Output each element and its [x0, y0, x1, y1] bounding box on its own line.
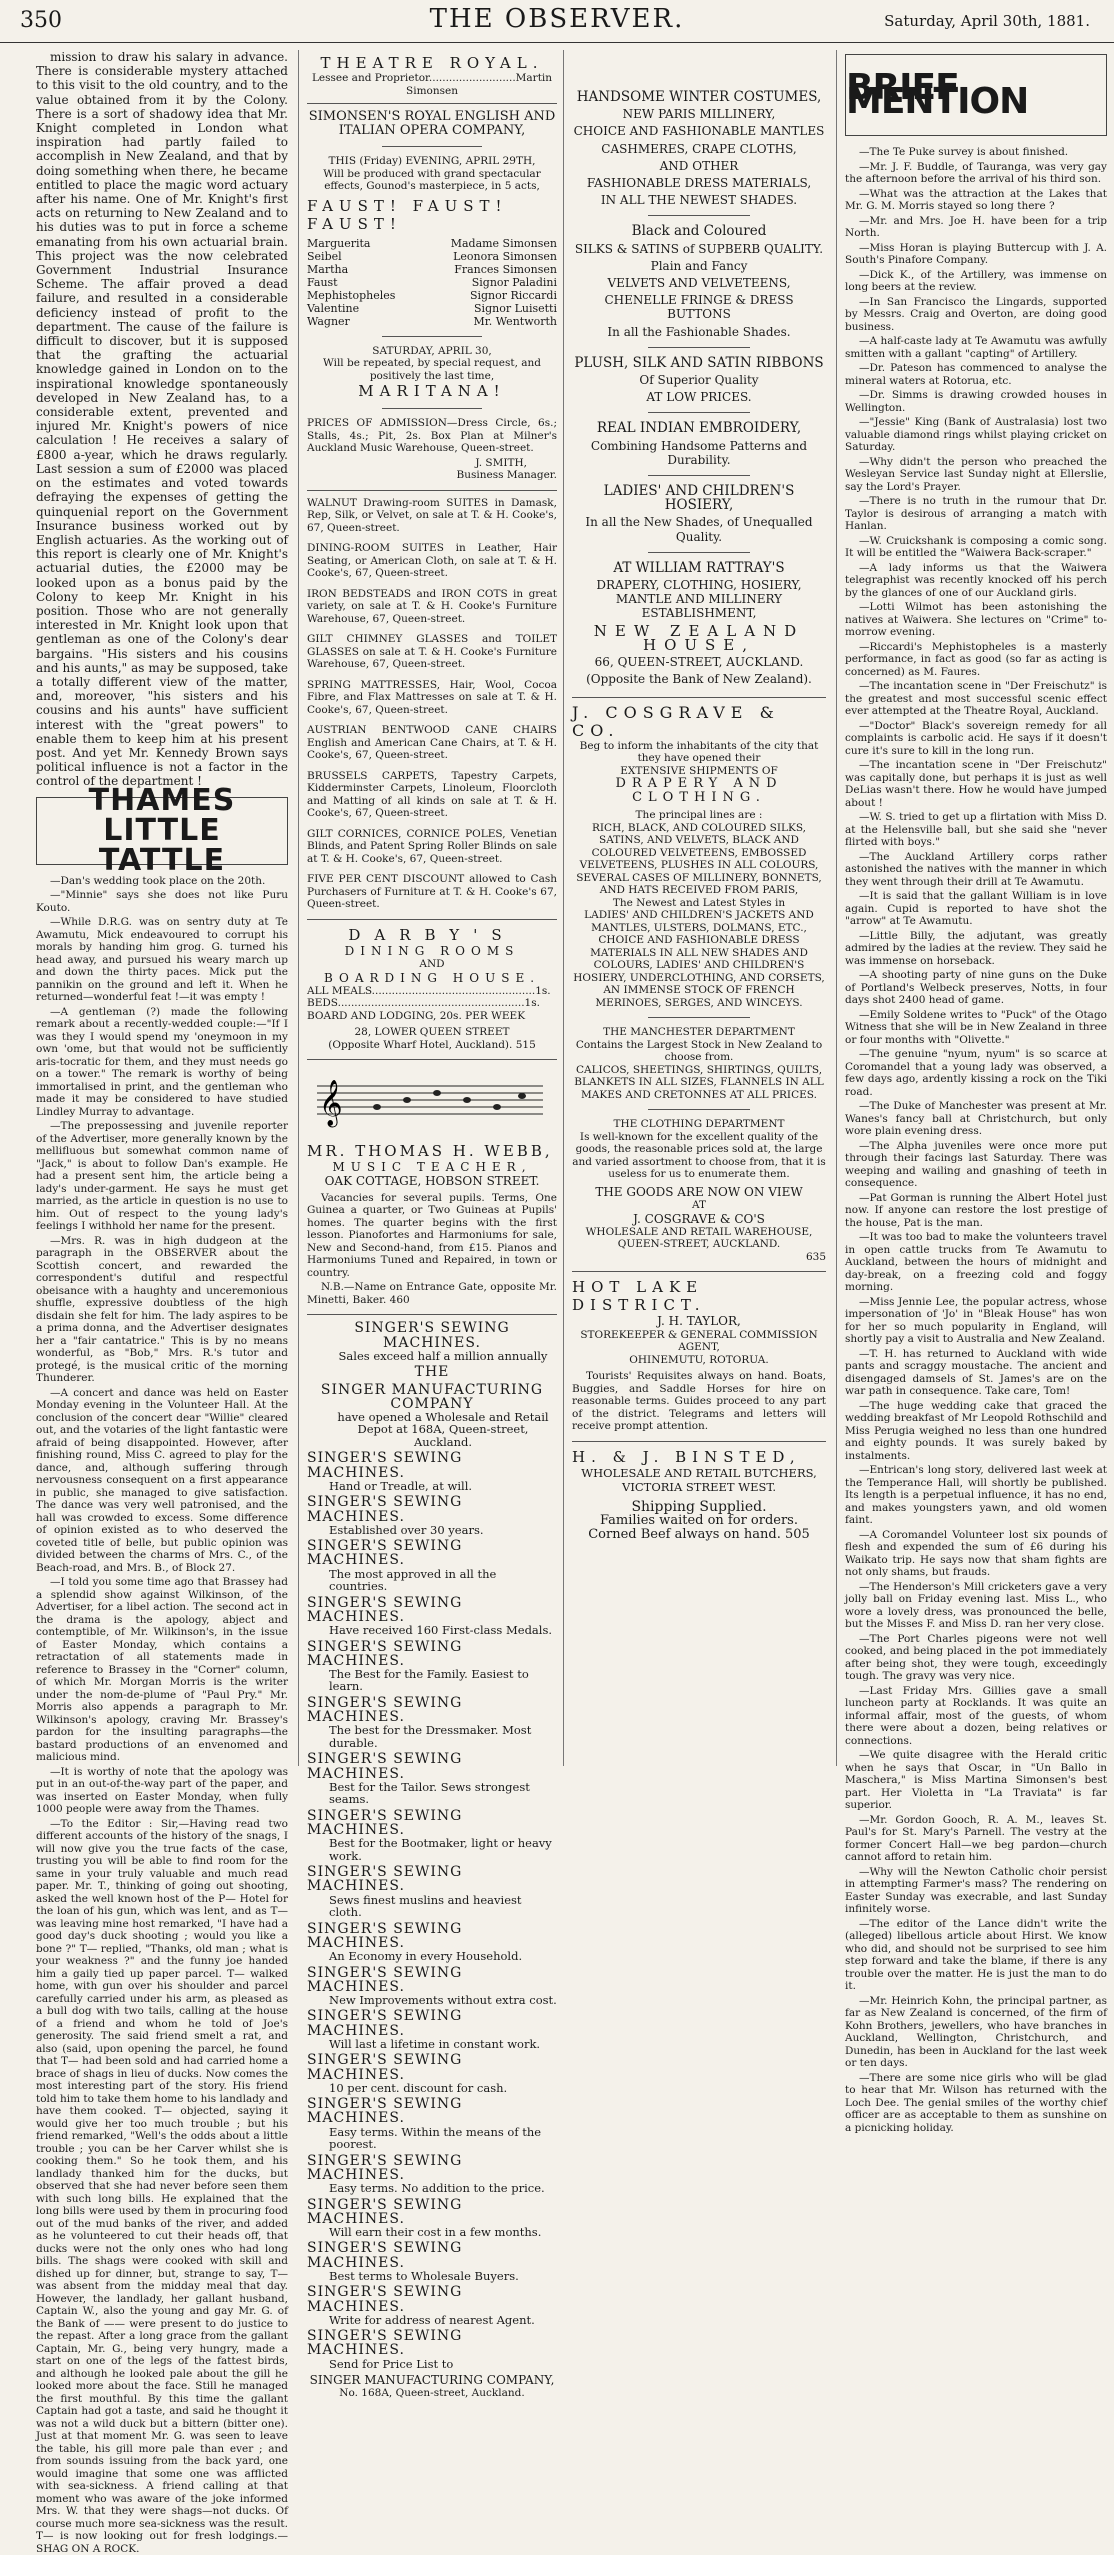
brief-item: —Pat Gorman is running the Albert Hotel just now. If anyone can restore the lost prestige of the house, Pat is the man. — [845, 1191, 1107, 1229]
cosgrave-newest: The Newest and Latest Styles in — [612, 896, 786, 909]
brief-item: —We quite disagree with the Herald critic when he says that Oscar, in "Un Ballo in Maschera," is Miss Martina Simonsen's best part. Her Violetta in "La Traviata" is far superior. — [845, 1749, 1107, 1811]
goods-at: AT — [691, 1199, 706, 1212]
webb-name: MR. THOMAS H. WEBB, — [307, 1141, 553, 1160]
cooke-ad: WALNUT Drawing-room SUITES in Damask, Rep, Silk, or Velvet, on sale at T. & H. Cooke's, 67, Queen-street. — [307, 496, 557, 534]
webb-role: MUSIC TEACHER, — [332, 1159, 532, 1174]
brief-item: —Dr. Pateson has commenced to analyse the mineral waters at Rotorua, etc. — [845, 362, 1107, 387]
silks-line: Black and Coloured — [631, 223, 767, 240]
singer-sub: New Improvements without extra cost. — [329, 1992, 557, 2007]
singer-block — [307, 1596, 557, 1637]
darby-line1: DINING ROOMS — [344, 943, 520, 958]
this-evening: THIS (Friday) EVENING, APRIL 29TH, — [328, 155, 536, 168]
tattle-item: —A gentleman (?) made the following remark about a recently-wedded couple:—"If I was they I would spend my 'oneymoon in my own 'ome, but that would not be sufficiently aris-tocratic for them, and they must needs go on a tower." The remark is worthy of being immortalised in print, and the gentleman who made it may be considered to have studied Lindley Murray to advantage. — [36, 1005, 288, 1118]
rattray-line: 66, QUEEN-STREET, AUCKLAND. — [594, 655, 804, 670]
brief-item: —It is said that the gallant William is in love again. Cupid is reported to have shot the "arrow" at Te Awamutu. — [845, 890, 1107, 927]
manchester-lines: CALICOS, SHEETINGS, SHIRTINGS, QUILTS, BLANKETS IN ALL SIZES, FLANNELS IN ALL MAKES AND CRETONNES AT ALL PRICES. — [574, 1063, 824, 1101]
brief-item: —A Coromandel Volunteer lost six pounds of flesh and expended the sum of £6 during his Waikato trip. He says now that sham fights are not only shams, but frauds. — [845, 1528, 1107, 1578]
cast-row — [307, 250, 557, 263]
brief-item: —Little Billy, the adjutant, was greatly admired by the ladies at the review. They said he was immense on horseback. — [845, 929, 1107, 967]
manager-name: J. SMITH, — [475, 456, 527, 469]
article-paragraph: mission to draw his salary in advance. There is considerable mystery attached to this visit to the old country, and to the value obtained from it by the Colony. There is a sort of shadowy idea that Mr. Knight completed in London what inspiration had partly failed to accomplish in New Zealand, and that by doing something when there, he became entitled to place the magic word actuary after his name. One of Mr. Knight's first acts on returning to New Zealand and to his duties was to put in force a scheme emanating from his own actuarial brain. This project was the now celebrated Government Industrial Insurance Scheme. The affair proved a dead failure, and resulted in a considerable deficiency instead of profit to the department. The cause of the failure is difficult to discover, but it is supposed that the grafting the actuarial knowledge gained in London on to the inspirational knowledge spontaneously developed in New Zealand has, to a considerable extent, prevented and injured Mr. Knight's powers of nice calculation ! He receives a salary of £800 a-year, which he draws regularly. Last session a sum of £2000 was placed on the estimates and voted towards defraying the expenses of getting the quinquenial report on the Government Insurance business worked out by English actuaries. As the working out of this report is clearly one of Mr. Knight's actuarial duties, the £2000 may be looked upon as a bonus paid by the Colony to keep Mr. Knight in his position. Those who are not generally interested in Mr. Knight look upon that gentleman as one of the Colony's dear bargains. "His sisters and his cousins and his aunts," as may be supposed, take a totally different view of the matter, and, moreover, "his sisters and his cousins and his aunts" have sufficient interest with the "great powers" to enable them to keep him at his present post. And yet Mr. Kennedy Brown says political influence is not a factor in the control of the department ! — [36, 50, 288, 789]
singer-heading: SINGER'S SEWING MACHINES. — [307, 1638, 463, 1669]
cast-role: Marguerita — [307, 236, 371, 250]
tattle-items — [36, 875, 288, 2555]
brief-item: —Emily Soldene writes to "Puck" of the Otago Witness that she will be in New Zealand in three or four months with "Olivette." — [845, 1008, 1107, 1046]
cast-row — [307, 289, 557, 302]
column-3 — [563, 50, 826, 1766]
opera-company: SIMONSEN'S ROYAL ENGLISH AND ITALIAN OPERA COMPANY, — [308, 109, 556, 139]
singer-block — [307, 2154, 557, 2195]
singer-sub: Sales exceed half a million annually — [338, 1348, 548, 1363]
brief-item: —Entrican's long story, delivered last week at the Temperance Hall, will shortly be published. Its length is a perpetual influence, it has no end, and makes youngsters yawn, and old women faint. — [845, 1464, 1107, 1526]
singer-block — [307, 2329, 557, 2370]
brief-item: —The huge wedding cake that graced the wedding breakfast of Mr Leopold Rothschild and Miss Perugia weighed no less than one hundred and eighty pounds. It was surely baked by instalments. — [845, 1399, 1107, 1462]
darby-and: AND — [419, 958, 445, 971]
singer-sub: Will last a lifetime in constant work. — [329, 2036, 541, 2051]
singer-block — [307, 2097, 557, 2150]
brief-item: —Mr. Heinrich Kohn, the principal partner, as far as New Zealand is concerned, of the firm of Kohn Brothers, jewellers, who have branches in Auckland, Wellington, Christchurch, and Dunedin, has been in Auckland for the last week or ten days. — [845, 1994, 1107, 2069]
singer-sewing-machines-ad — [307, 1321, 557, 2399]
brief-item: —The Te Puke survey is about finished. — [859, 146, 1069, 158]
singer-sub: Will earn their cost in a few months. — [329, 2224, 542, 2239]
binsted-address: VICTORIA STREET WEST. — [622, 1479, 776, 1494]
brief-item: —The Auckland Artillery corps rather astonished the natives with the manner in which they went through their drill at Te Awamutu. — [845, 850, 1107, 888]
cosgrave-ad — [572, 704, 826, 1264]
singer-block — [307, 2053, 557, 2094]
binsted-beef: Corned Beef always on hand. 505 — [588, 1527, 810, 1543]
webb-ad — [307, 1142, 557, 1307]
winter-line: FASHIONABLE DRESS MATERIALS, — [586, 176, 812, 191]
singer-heading: SINGER'S SEWING MACHINES. — [307, 2008, 463, 2039]
brief-item: —Riccardi's Mephistopheles is a masterly performance, in fact as good (so far as acting is concerned) as M. Faures. — [845, 640, 1107, 678]
winter-line: IN ALL THE NEWEST SHADES. — [600, 193, 798, 208]
singer-heading: SINGER'S SEWING MACHINES. — [307, 1807, 463, 1838]
brief-item: —The incantation scene in "Der Freischutz" is the greatest and most successful scenic effect ever attempted at the Theatre Royal, Auckland. — [845, 680, 1107, 717]
brief-item: —Why didn't the person who preached the Wesleyan Service last Sunday night at Ellerslie, say the Lord's Prayer. — [845, 455, 1107, 493]
silks-line: In all the Fashionable Shades. — [607, 324, 791, 339]
singer-sub: 10 per cent. discount for cash. — [329, 2080, 508, 2095]
singer-sub: Easy terms. No addition to the price. — [329, 2181, 545, 2196]
manager-title: Business Manager. — [456, 469, 557, 482]
cooke-ad: IRON BEDSTEADS and IRON COTS in great variety, on sale at T. & H. Cooke's Furniture Warehouse, 67, Queen-street. — [307, 587, 557, 625]
singer-block — [307, 1321, 557, 1362]
brief-item: —It was too bad to make the volunteers travel in open cattle trucks from Te Awamutu to Auckland, between the hours of midnight and day-break, on a freezing cold and foggy morning. — [845, 1231, 1107, 1293]
brief-item: —W. S. tried to get up a flirtation with Miss D. at the Helensville ball, but she said she "never flirted with boys." — [845, 811, 1107, 848]
singer-sub: Sews finest muslins and heaviest cloth. — [329, 1892, 522, 1920]
silks-line: SILKS & SATINS of SUPBERB QUALITY. — [574, 241, 824, 256]
darby-board: BOARD AND LODGING, 20s. PER WEEK — [307, 1009, 526, 1022]
brief-item: —Miss Horan is playing Buttercup with J. A. South's Pinafore Company. — [845, 241, 1107, 266]
rattray-line: (Opposite the Bank of New Zealand). — [586, 672, 812, 687]
singer-heading: SINGER'S SEWING MACHINES. — [307, 2284, 463, 2315]
cast-actor: Signor Paladini — [471, 275, 557, 289]
tattle-item: —A concert and dance was held on Easter Monday evening in the Volunteer Hall. At the conclusion of the concert dear "Willie" cleared out, and the votaries of the light fantastic were afraid of being disappointed. However, after finishing round, Miss C. agreed to play for the dance, and, although suffering through nervousness consequent on a first appearance in public, she managed to give satisfaction. The dance was very well patronised, and the hall was crowded to excess. Some difference of opinion existed as to who deserved the coveted title of belle, but public opinion was divided between the charms of Mrs. C., of the Beach-road, and Mrs. B., of Block 27. — [36, 1386, 288, 1574]
binsted-shipping: Shipping Supplied. — [631, 1498, 767, 1515]
brief-item: —There are some nice girls who will be glad to hear that Mr. Wilson has returned with the Loch Dee. The genial smiles of the worthy chief officer are as acceptable to them as sunshine on a picnicking holiday. — [845, 2071, 1107, 2134]
brief-item: —The editor of the Lance didn't write the (alleged) libellous article about Hirst. We know who did, and should not be surprised to see him step forward and take the blame, if there is any trouble over the matter. He is just the man to do it. — [845, 1917, 1107, 1992]
brief-item: —T. H. has returned to Auckland with wide pants and scraggy moustache. The ancient and disengaged damsels of St. James's are on the war path in consequence. Take care, Tom! — [845, 1347, 1107, 1397]
brief-item: —Dr. Simms is drawing crowded houses in Wellington. — [845, 389, 1107, 414]
singer-block — [307, 1922, 557, 1963]
cast-row — [307, 263, 557, 276]
binsted-ad — [572, 1448, 826, 1543]
brief-item: —A lady informs us that the Waiwera telegraphist was recently knocked off his perch by the glances of one of our Auckland girls. — [845, 561, 1107, 599]
cast-row — [307, 237, 557, 250]
singer-heading: THE — [414, 1364, 450, 1381]
singer-block — [307, 1451, 557, 1492]
brief-item: —"Doctor" Black's sovereign remedy for all complaints is carbolic acid. He says if it doesn't cure it's sure to kill in the long run. — [845, 719, 1107, 757]
tattle-item: —Mrs. R. was in high dudgeon at the paragraph in the OBSERVER about the Scottish concert, and rewarded the correspondent's dutiful and respectful obeisance with a haughty and unceremonious shuffle, expressive doubtless of the high disdain she felt for him. The lady aspires to be a prima donna, and the Advertiser designates her a "fair cantatrice." This is by no means wonderful, as "Bob," Mrs. R.'s tutor and protegé, is the musical critic of the morning Thunderer. — [36, 1234, 288, 1385]
singer-heading: SINGER MANUFACTURING COMPANY — [320, 1381, 544, 1412]
singer-sub: The best for the Dressmaker. Most durable. — [329, 1723, 532, 1750]
page-number: 350 — [20, 8, 62, 33]
tattle-item: —"Minnie" says she does not like Puru Kouto. — [36, 889, 288, 914]
darby-opposite: (Opposite Wharf Hotel, Auckland). 515 — [328, 1038, 536, 1051]
darby-line2: BOARDING HOUSE. — [323, 970, 541, 985]
brief-item: —Dick K., of the Artillery, was immense on long beers at the review. — [845, 268, 1107, 293]
cast-list — [307, 237, 557, 328]
thames-little-tattle-banner — [36, 782, 288, 878]
singer-sub: The most approved in all the countries. — [329, 1566, 497, 1594]
singer-heading: SINGER'S SEWING MACHINES. — [307, 1538, 463, 1569]
winter-line: CHOICE AND FASHIONABLE MANTLES — [573, 124, 825, 139]
banner-title: THAMES LITTLE TATTLE — [88, 782, 236, 878]
binsted-title: H. & J. BINSTED, — [572, 1447, 801, 1466]
winter-line: HANDSOME WINTER COSTUMES, — [576, 89, 822, 105]
singer-heading: SINGER'S SEWING MACHINES. — [307, 1864, 463, 1895]
singer-heading: SINGER'S SEWING MACHINES. — [307, 2096, 463, 2127]
svg-text:𝄞: 𝄞 — [319, 1080, 343, 1127]
singer-heading: SINGER'S SEWING MACHINES. — [307, 1594, 463, 1625]
cast-role: Mephistopheles — [307, 288, 396, 302]
indian-line: Combining Handsome Patterns and Durability. — [590, 438, 808, 467]
brief-item: —What was the attraction at the Lakes that Mr. G. M. Morris stayed so long there ? — [845, 187, 1107, 212]
cooke-ad: BRUSSELS CARPETS, Tapestry Carpets, Kidderminster Carpets, Linoleum, Floorcloth and Matting of all kinds on sale at T. & H. Cooke's, 67, Queen-street. — [307, 769, 557, 820]
cast-actor: Signor Luisetti — [474, 301, 557, 315]
brief-item: —In San Francisco the Lingards, supported by Messrs. Craig and Overton, are doing good business. — [845, 295, 1107, 333]
issue-date: Saturday, April 30th, 1881. — [884, 12, 1090, 30]
singer-block — [307, 1809, 557, 1862]
singer-block — [307, 2241, 557, 2282]
singer-sub: Send for Price List to — [329, 2356, 454, 2371]
singer-block — [307, 2009, 557, 2050]
plush-line: AT LOW PRICES. — [646, 390, 752, 405]
binsted-families: Families waited on for orders. — [600, 1513, 798, 1529]
singer-block — [307, 2198, 557, 2239]
manchester-heading: THE MANCHESTER DEPARTMENT — [603, 1026, 795, 1039]
singer-heading: SINGER'S SEWING MACHINES. — [307, 1694, 463, 1726]
cosgrave-ship: EXTENSIVE SHIPMENTS OF — [620, 764, 778, 777]
cast-actor: Signor Riccardi — [469, 288, 557, 302]
singer-block — [307, 2285, 557, 2326]
webb-address: OAK COTTAGE, HOBSON STREET. — [324, 1173, 540, 1188]
tattle-item: —I told you some time ago that Brassey had a splendid show against Wilkinson, of the Advertiser, for a libel action. The second act in the drama is the apology, abject and contemptible, of Mr. Wilkinson's, in the issue of Easter Monday, which contains a retractation of all statements made in reference to Brassey in the "Corner" column, of which Mr. Morgan Morris is the writer under the nom-de-plume of "Paul Pry." Mr. Morris also appends a paragraph to Mr. Wilkinson's apology, craving Mr. Brassey's pardon for the insulting paragraphs—the bastard productions of an envenomed and malicious mind. — [36, 1576, 288, 1764]
rattray-line: DRAPERY, CLOTHING, HOSIERY, MANTLE AND MILLINERY ESTABLISHMENT, — [596, 578, 802, 621]
cosgrave-address: QUEEN-STREET, AUCKLAND. — [617, 1238, 781, 1251]
singer-sub: have opened a Wholesale and Retail Depot at 168A, Queen-street, Auckland. — [337, 1409, 549, 1449]
masthead — [0, 0, 1114, 43]
clothing-heading: THE CLOTHING DEPARTMENT — [613, 1118, 785, 1131]
darbys-ad — [307, 926, 557, 1051]
saturday-line: SATURDAY, APRIL 30, — [372, 344, 492, 357]
singer-block — [307, 1696, 557, 1749]
cast-row — [307, 302, 557, 315]
hotlake-place: OHINEMUTU, ROTORUA. — [629, 1353, 769, 1366]
cosgrave-intro: Beg to inform the inhabitants of the city that they have opened their — [579, 739, 819, 764]
singer-heading: SINGER'S SEWING MACHINES. — [307, 2196, 463, 2227]
singer-heading: SINGER'S SEWING MACHINES. — [307, 1920, 463, 1951]
winter-line: CASHMERES, CRAPE CLOTHS, — [601, 141, 797, 156]
goods-on-view: THE GOODS ARE NOW ON VIEW — [595, 1184, 803, 1199]
cooke-ad: GILT CHIMNEY GLASSES and TOILET GLASSES on sale at T. & H. Cooke's Furniture Warehouse, 67, Queen-street. — [307, 633, 557, 671]
singer-heading: SINGER'S SEWING MACHINES. — [307, 2240, 463, 2271]
darby-address: 28, LOWER QUEEN STREET — [354, 1026, 510, 1039]
singer-heading: SINGER'S SEWING MACHINES. — [307, 1494, 463, 1525]
hotlake-trade: STOREKEEPER & GENERAL COMMISSION AGENT, — [580, 1328, 818, 1354]
tattle-item: —It is worthy of note that the apology was put in an out-of-the-way part of the paper, and was inserted on Easter Monday, when fully 1000 people were away from the Thames. — [36, 1765, 288, 1816]
hosiery-line: In all the New Shades, of Unequalled Quality. — [585, 515, 813, 544]
binsted-trade: WHOLESALE AND RETAIL BUTCHERS, — [581, 1465, 817, 1480]
cosgrave-warehouse: WHOLESALE AND RETAIL WAREHOUSE, — [585, 1225, 813, 1238]
singer-block — [307, 1865, 557, 1918]
singer-sub: The Best for the Family. Easiest to learn. — [329, 1666, 529, 1694]
cast-actor: Frances Simonsen — [454, 262, 557, 276]
hotlake-name: J. H. TAYLOR, — [657, 1314, 741, 1329]
hotlake-title: HOT LAKE DISTRICT. — [572, 1278, 706, 1315]
newspaper-title: THE OBSERVER. — [429, 4, 685, 34]
theatre-royal-ad — [307, 54, 557, 482]
tattle-item: —The prepossessing and juvenile reporter of the Advertiser, more generally known by the mellifluous but somewhat common name of "Jack," is about to follow Dan's example. He had a present sent him, the article being a lady's under-garment. He says he must get married, as the article in question is no use to him. Out of respect to the young lady's feelings I withhold her name for the present. — [36, 1120, 288, 1233]
silks-line: CHENELLE FRINGE & DRESS BUTTONS — [604, 293, 794, 322]
cosgrave-lines2: LADIES' AND CHILDREN'S JACKETS AND MANTLES, ULSTERS, DOLMANS, ETC., CHOICE AND FASHIONABLE DRESS MATERIALS IN ALL NEW SHADES AND COLOURS, LADIES' AND CHILDREN'S HOSIERY, UNDERCLOTHING, AND CORSETS, AN IMMENSE STOCK OF FRENCH MERINOES, SERGES, AND WINCEYS. — [573, 909, 825, 1009]
cast-role: Wagner — [307, 314, 350, 328]
cooke-ad: DINING-ROOM SUITES in Leather, Hair Seating, or American Cloth, on sale at T. & H. Cooke's, 67, Queen-street. — [307, 542, 557, 580]
singer-heading: SINGER'S SEWING MACHINES. — [307, 2152, 463, 2183]
theatre-lessee: Lessee and Proprietor..........................Martin Simonsen — [311, 72, 553, 97]
tattle-item: —Dan's wedding took place on the 20th. — [50, 874, 266, 887]
webb-nb: N.B.—Name on Entrance Gate, opposite Mr. Minetti, Baker. 460 — [307, 1281, 557, 1306]
singer-heading: SINGER'S SEWING MACHINES. — [307, 1964, 463, 1995]
singer-sub: Have received 160 First-class Medals. — [329, 1623, 553, 1638]
cast-actor: Leonora Simonsen — [453, 249, 557, 263]
brief-mention-items — [845, 146, 1107, 2134]
hotlake-body: Tourists' Requisites always on hand. Boats, Buggies, and Saddle Horses for hire on reasonable terms. Guides proceed to any part of the district. Telegrams and letters will receive prompt attention. — [572, 1370, 826, 1433]
plush-line: Of Superior Quality — [639, 373, 759, 388]
singer-block — [307, 1539, 557, 1592]
cooke-furniture-ads — [307, 497, 557, 911]
produced-note: Will be produced with grand spectacular effects, Gounod's masterpiece, in 5 acts, — [323, 167, 541, 193]
singer-heading: SINGER'S SEWING MACHINES. — [307, 1450, 463, 1481]
darby-title: DARBY'S — [348, 925, 516, 944]
singer-sub: Best terms to Wholesale Buyers. — [329, 2268, 519, 2283]
cast-role: Valentine — [307, 301, 360, 315]
article-continuation — [36, 50, 288, 789]
singer-sub: Hand or Treadle, at will. — [329, 1478, 473, 1493]
cast-row — [307, 276, 557, 289]
cooke-ad: FIVE PER CENT DISCOUNT allowed to Cash Purchasers of Furniture at T. & H. Cooke's 67, Queen-street. — [307, 873, 557, 911]
maritana-heading: MARITANA! — [358, 382, 506, 401]
cast-actor: Mr. Wentworth — [473, 314, 557, 328]
manchester-body: Contains the Largest Stock in New Zealand to choose from. — [575, 1038, 823, 1064]
cast-row — [307, 315, 557, 328]
plush-line: PLUSH, SILK AND SATIN RIBBONS — [574, 354, 824, 371]
singer-sub: Write for address of nearest Agent. — [329, 2312, 535, 2327]
brief-item: —Mr. and Mrs. Joe H. have been for a trip North. — [845, 214, 1107, 239]
cast-role: Martha — [307, 262, 349, 276]
brief-item: —There is no truth in the rumour that Dr. Taylor is desirous of arranging a match with Hanlan. — [845, 495, 1107, 532]
brief-mention-title: BRIEF MENTION — [846, 66, 1029, 122]
brief-item: —The Port Charles pigeons were not well cooked, and being placed in the pot immediately after being shot, they were tough, exceedingly tough. The gravy was very nice. — [845, 1632, 1107, 1682]
tattle-item: —To the Editor : Sir,—Having read two different accounts of the history of the snags, I will now give you the true facts of the case, trusting you will be able to find room for the same in your truly valuable and much read paper. Mr. T., thinking of going out shooting, asked the well known host of the P— Hotel for the loan of his gun, which was lent, and as T— was leaving mine host remarked, "I have had a good day's duck shooting ; would you like a bone ?" T— replied, "Thanks, old man ; what is your weakness ?" and the funny joe handed him a gaily tied up paper parcel. T— walked home, with gun over his shoulder and parcel carefully carried under his arm, as pleased as a bull dog with two tails, calling at the house of a friend and whom he told of Joe's generosity. The said friend smelt a rat, and also (said, upon opening the parcel, he found that T— had been sold and had carried home a brace of shags in lieu of ducks. Now comes the most interesting part of the story. His friend told him to take them home to his landlady and have them cooked. T— objected, saying it would give her too much trouble ; but his friend remarked, "Well's the odds about a little trouble ; you can be her Carver whilst she is cooking them." So he took them, and his landlady thanked him for the ducks, but observed that she had never before seen them with such long bills. He explained that the long bills were used by them in procuring food out of the mud banks of the river, and added as he volunteered to cut their heads off, that ducks were not the only ones who had long bills. The shags were cooked with skill and dished up for dinner, but, strange to say, T— was absent from the midday meal that day. However, the landlady, her gallant husband, Captain W., also the young and gay Mr. G. of the Bank of —— were present to do justice to the repast. After a long grace from the gallant Captain, Mr. G., being very hungry, made a start on one of the legs of the fattest birds, and although he looked pale about the gill he looked more about the face. Still he managed the first mouthful. By this time the gallant Captain had got a taste, and said he thought it was not a wild duck but a bittern (bitter one). Just at that moment Mr. G. was seen to leave the table, his gill more pale than ever ; and from sounds issuing from the back yard, one would imagine that some one was afflicted with sea-sickness. A friend calling at that moment who was aware of the joke informed Mrs. W. that they were shags—not ducks. Of course much more sea-sickness was the result. T— is now looking out for fresh lodgings.—SHAG ON A ROCK. — [36, 1817, 288, 2555]
cast-actor: Madame Simonsen — [450, 236, 557, 250]
singer-block — [307, 1752, 557, 1805]
indian-line: REAL INDIAN EMBROIDERY, — [596, 420, 802, 437]
brief-item: —The genuine "nyum, nyum" is so scarce at Coromandel that a young lady was observed, a few days ago, ardently kissing a rock on the Tiki road. — [845, 1048, 1107, 1098]
brief-item: —Why will the Newton Catholic choir persist in attempting Farmer's mass? The rendering on Easter Sunday was execrable, and last Sunday infinitely worse. — [845, 1865, 1107, 1915]
brief-item: —The Henderson's Mill cricketers gave a very jolly ball on Friday evening last. Miss L., who wore a lovely dress, was pronounced the belle, but the Misses F. and Miss D. ran her very close. — [845, 1580, 1107, 1630]
winter-line: AND OTHER — [659, 158, 739, 173]
singer-footer: SINGER MANUFACTURING COMPANY, — [309, 2373, 555, 2388]
singer-heading: SINGER'S SEWING MACHINES. — [307, 2052, 463, 2083]
silks-line: VELVETS AND VELVETEENS, — [607, 276, 791, 291]
brief-item: —The Duke of Manchester was present at Mr. Wanes's fancy ball at Christchurch, but only wore plain evening dress. — [845, 1100, 1107, 1137]
rattray-line: NEW ZEALAND HOUSE, — [593, 621, 805, 654]
brief-item: —A shooting party of nine guns on the Duke of Portland's Welbeck preserves, Notts, in four days shot 2400 head of game. — [845, 969, 1107, 1006]
singer-sub: Best for the Tailor. Sews strongest seams. — [329, 1779, 530, 1807]
brief-item: —Last Friday Mrs. Gillies gave a small luncheon party at Rocklands. It was quite an informal affair, most of the guests, of whom there were about a dozen, being relatives or connections. — [845, 1684, 1107, 1747]
cooke-ad: GILT CORNICES, CORNICE POLES, Venetian Blinds, and Patent Spring Roller Blinds on sale at T. & H. Cooke's, 67, Queen-street. — [307, 827, 557, 865]
webb-body: Vacancies for several pupils. Terms, One Guinea a quarter, or Two Guineas at Pupils' homes. The quarter begins with the first lesson. Pianofortes and Harmoniums for sale, New and Second-hand, from £15. Pianos and Harmoniums Tuned and Repaired, in town or country. — [307, 1191, 557, 1279]
faust-heading: FAUST! FAUST! FAUST! — [307, 196, 508, 233]
theatre-title: THEATRE ROYAL. — [320, 54, 544, 72]
brief-item: —A half-caste lady at Te Awamutu was awfully smitten with a gallant "capting" of Artillery. — [845, 335, 1107, 360]
darby-beds: BEDS........................................................1s. — [307, 997, 540, 1010]
cosgrave-title: J. COSGRAVE & CO. — [572, 702, 780, 740]
brief-item: —W. Cruickshank is composing a comic song. It will be entitled the "Waiwera Back-scraper." — [845, 534, 1107, 559]
silks-line: Plain and Fancy — [650, 258, 748, 273]
tattle-item: —While D.R.G. was on sentry duty at Te Awamutu, Mick endeavoured to corrupt his morals by handing him grog. G. turned his head away, and pursued his weary march up and down the thirty paces. Mick put the pannikin on the ground and left it. When he returned—wonderful feat !—it was empty ! — [36, 916, 288, 1004]
singer-block — [307, 1495, 557, 1536]
darby-meals: ALL MEALS.................................................1s. — [307, 984, 551, 997]
singer-sub: Easy terms. Within the means of the poorest. — [329, 2124, 542, 2152]
clothing-body: Is well-known for the excellent quality of the goods, the reasonable prices sold at, the large and varied assortment to choose from, that it is useless for us to enumerate them. — [572, 1130, 826, 1181]
winter-line: NEW PARIS MILLINERY, — [622, 107, 776, 122]
singer-sub: An Economy in every Household. — [329, 1949, 523, 1963]
cooke-ad: AUSTRIAN BENTWOOD CANE CHAIRS English and American Cane Chairs, at T. & H. Cooke's, 67, Queen-street. — [307, 724, 557, 762]
cosgrave-lines: RICH, BLACK, AND COLOURED SILKS, SATINS, AND VELVETS, BLACK AND COLOURED VELVETEENS, EMBOSSED VELVETEENS, PLUSHES IN ALL COLOURS, SEVERAL CASES OF MILLINERY, BONNETS, AND HATS RECEIVED FROM PARIS, — [576, 821, 822, 897]
cosgrave-store: J. COSGRAVE & CO'S — [633, 1211, 765, 1226]
singer-block — [307, 1966, 557, 2007]
rattray-line: AT WILLIAM RATTRAY'S — [613, 559, 785, 576]
hosiery-line: LADIES' AND CHILDREN'S HOSIERY, — [603, 483, 795, 514]
brief-item: —Mr. J. F. Buddle, of Tauranga, was very gay the afternoon before the arrival of his third son. — [845, 160, 1107, 185]
hot-lake-ad — [572, 1278, 826, 1432]
singer-block — [307, 1640, 557, 1693]
brief-item: —Mr. Gordon Gooch, R. A. M., leaves St. Paul's for St. Mary's Parnell. The vestry at the former Concert Hall—we beg pardon—church cannot afford to retain him. — [845, 1813, 1107, 1863]
rattray-drapery-ad — [572, 90, 826, 687]
singer-sub: Best for the Bootmaker, light or heavy work. — [329, 1836, 552, 1863]
singer-sub: Established over 30 years. — [329, 1522, 484, 1537]
music-staff-illustration — [307, 1072, 547, 1128]
brief-mention-banner — [845, 54, 1107, 136]
cast-role: Faust — [307, 275, 338, 289]
cooke-ad: SPRING MATTRESSES, Hair, Wool, Cocoa Fibre, and Flax Mattresses on sale at T. & H. Cooke's, 67, Queen-street. — [307, 678, 557, 716]
repeat-note: Will be repeated, by special request, and positively the last time, — [322, 357, 542, 382]
brief-item: —The incantation scene in "Der Freischutz" was capitally done, but perhaps it is just as well DeLias wasn't there. How he would have jumped about ! — [845, 759, 1107, 809]
cosgrave-principal: The principal lines are : — [635, 809, 763, 822]
singer-block — [307, 1365, 557, 1379]
singer-block — [307, 1383, 557, 1449]
brief-item: —Lotti Wilmot has been astonishing the natives at Waiwera. She lectures on "Crime" to-morrow evening. — [845, 601, 1107, 638]
singer-heading: SINGER'S SEWING MACHINES. — [307, 1751, 463, 1782]
singer-address: No. 168A, Queen-street, Auckland. — [339, 2387, 525, 2400]
singer-heading: SINGER'S SEWING MACHINES. — [354, 1320, 510, 1351]
column-4 — [836, 50, 1107, 2134]
singer-heading: SINGER'S SEWING MACHINES. — [307, 2328, 463, 2359]
column-1 — [36, 50, 288, 2555]
cosgrave-drapery: DRAPERY AND CLOTHING. — [615, 776, 783, 806]
cosgrave-number: 635 — [805, 1250, 826, 1263]
column-2 — [298, 50, 557, 2400]
brief-item: —"Jessie" King (Bank of Australasia) lost two valuable diamond rings whilst playing cricket on Saturday. — [845, 416, 1107, 453]
cast-role: Seibel — [307, 249, 342, 263]
admission-prices: PRICES OF ADMISSION—Dress Circle, 6s.; Stalls, 4s.; Pit, 2s. Box Plan at Milner's Auckland Music Warehouse, Queen-street. — [307, 417, 557, 455]
brief-item: —Miss Jennie Lee, the popular actress, whose impersonation of 'Jo' in "Bleak House" has won for her so much popularity in England, will shortly pay a visit to Australia and New Zealand. — [845, 1295, 1107, 1345]
brief-item: —The Alpha juveniles were once more put through their facings last Saturday. There was weeping and wailing and gnashing of teeth in consequence. — [845, 1139, 1107, 1189]
